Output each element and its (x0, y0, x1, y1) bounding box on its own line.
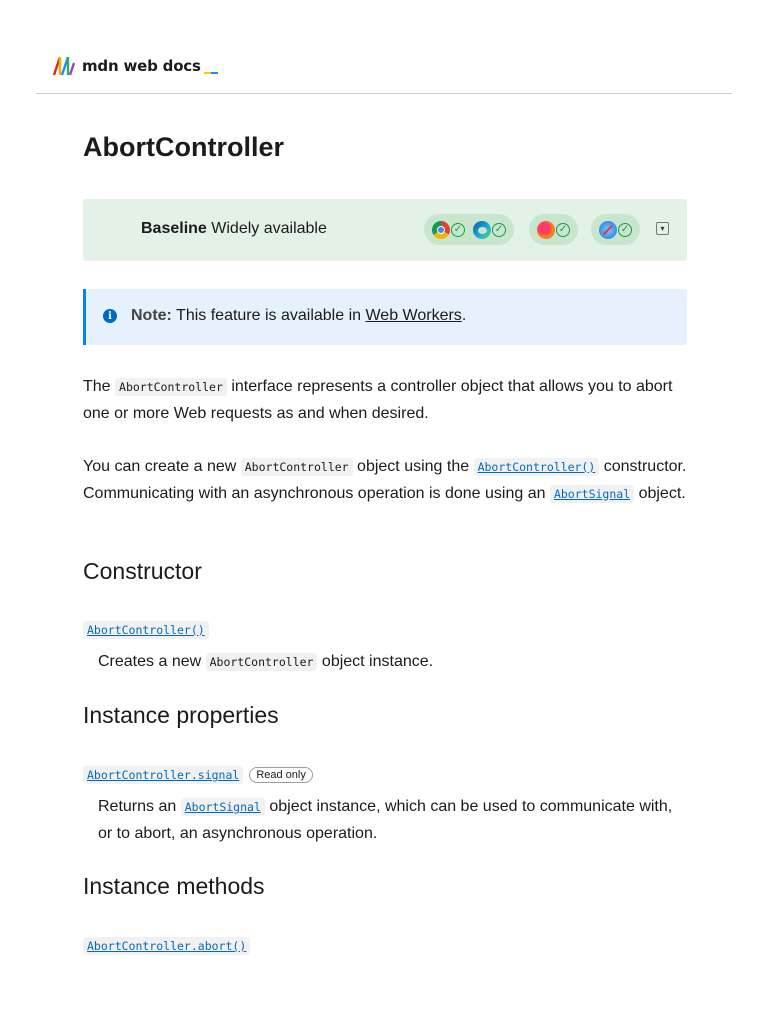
note-text (131, 307, 466, 325)
mdn-logo[interactable] (52, 54, 218, 78)
info-icon: i (103, 309, 117, 323)
abort-term-link[interactable] (83, 937, 250, 954)
abortsignal-link[interactable] (550, 485, 634, 502)
chevron-down-icon[interactable]: ▾ (656, 222, 669, 235)
note-body: This feature is available in (171, 307, 366, 324)
constructor-heading: Constructor (83, 558, 202, 584)
constructor-link[interactable] (474, 458, 600, 475)
browser-group-firefox (529, 214, 578, 245)
constructor-description (98, 649, 678, 676)
constructor-term-link[interactable] (83, 621, 209, 638)
abortsignal-link[interactable] (181, 798, 265, 815)
read-only-badge: Read only (249, 767, 313, 783)
signal-term (83, 766, 313, 784)
check-icon: ✓ (451, 223, 465, 237)
abortcontroller-code: AbortController (206, 653, 318, 671)
intro2-mid: object using the (352, 458, 474, 475)
intro2-mid2: constructor. Communicating with an asynchronous operation is done using an (83, 458, 687, 502)
baseline-label (141, 220, 327, 238)
abort-term-code: AbortController.abort() (83, 937, 250, 955)
constructor-term (83, 621, 209, 639)
constructor-desc-post: object instance. (317, 653, 434, 670)
intro-paragraph-2 (83, 454, 687, 507)
browser-group-safari (591, 214, 640, 245)
abortsignal-link-code: AbortSignal (181, 798, 265, 816)
header-divider (36, 93, 732, 94)
firefox-icon (537, 221, 555, 239)
note-suffix: . (461, 307, 467, 324)
safari-icon (599, 221, 617, 239)
signal-term-link[interactable] (83, 766, 243, 783)
site-header (0, 0, 768, 94)
edge-icon (473, 221, 491, 239)
chrome-icon (432, 221, 450, 239)
constructor-link-code: AbortController() (474, 458, 600, 476)
abortcontroller-code: AbortController (241, 458, 353, 476)
abortcontroller-code: AbortController (115, 378, 227, 396)
intro-paragraph-1 (83, 374, 687, 426)
browser-group-chrome-edge (424, 214, 514, 245)
constructor-term-code: AbortController() (83, 621, 209, 639)
signal-description (98, 794, 678, 846)
abortsignal-link-code: AbortSignal (550, 485, 634, 503)
baseline-label-rest: Widely available (206, 220, 327, 237)
abort-term (83, 937, 250, 955)
baseline-label-bold: Baseline (141, 220, 207, 237)
logo-text: mdn web docs (82, 57, 201, 75)
instance-methods-heading: Instance methods (83, 873, 265, 899)
intro2-post: object. (634, 484, 686, 502)
check-icon: ✓ (492, 223, 506, 237)
intro1-pre: The (83, 378, 116, 395)
instance-properties-heading: Instance properties (83, 702, 279, 728)
intro2-pre: You can create a new (83, 458, 241, 475)
signal-desc-pre: Returns an (98, 798, 181, 815)
check-icon: ✓ (556, 223, 570, 237)
constructor-desc-pre: Creates a new (98, 653, 206, 670)
page-title: AbortController (83, 132, 284, 162)
web-workers-link[interactable]: Web Workers (365, 307, 462, 324)
logo-cursor (204, 72, 218, 74)
intro1-post: interface represents a controller object that allows you to abort one or more Web requests as and when desired. (83, 378, 673, 422)
note-label: Note: (131, 307, 172, 324)
mdn-logo-icon (52, 56, 76, 76)
baseline-banner (83, 199, 687, 261)
signal-term-code: AbortController.signal (83, 766, 243, 784)
signal-desc-post: object instance, which can be used to communicate with, or to abort, an asynchronous operation. (98, 798, 673, 842)
note-callout (83, 289, 687, 345)
check-icon: ✓ (618, 223, 632, 237)
